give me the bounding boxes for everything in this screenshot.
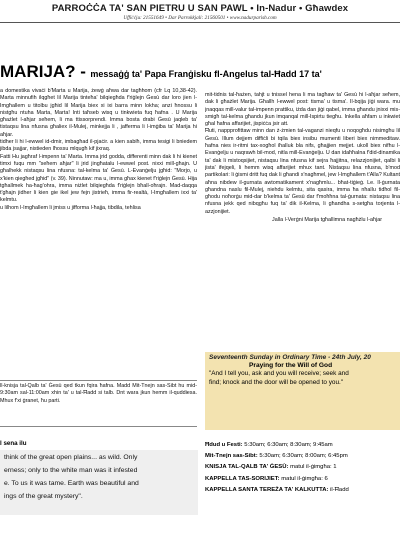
parish-contacts: Uffiċċju: 21551649 • Dar Parrokkjali: 21560501 • www.nadurparish.com xyxy=(123,15,277,21)
mass-time-line xyxy=(205,462,400,473)
sunday-heading: Seventeenth Sunday in Ordinary Time - 24th July, 20 xyxy=(209,354,371,361)
newsletter-header xyxy=(0,0,400,30)
mass-label: KAPPELLA SANTA TEREŻA TA' KALKUTTA: xyxy=(205,486,329,493)
article-paragraph: a domestika vivaċi b'Marta u Marija, żewġ aħwa dar tagħhom (cfr Lq 10,38-42). Marta minnufih ilqgħet lil Marija tinteħa' bilqiegħda f'riġlejn Ġesù dar loro jien l-Imgħallem u titolbu jgħid lil Marija biex xi ixi barra minn lokha; anzi ħnossu li nistgħu ntuha Marta, Marta! Inti taħseb wisq u tinkwieta fuq ħafna . U Marija għażlet l-aħjar seħem, li ma ttissorprendi. Imma bosta drabi Ġesù jaqleb ta' tistaqsu lina nfusna għaliex il-Mulej, minkejja li , jafferma li l-imġiba ta' Marija hi aħjar. xyxy=(0,88,197,138)
mass-time-line xyxy=(205,440,400,451)
article-title: MARIJA? - xyxy=(0,62,86,81)
mass-times xyxy=(205,440,400,530)
header-divider xyxy=(0,22,400,23)
mass-label: KAPPELLA TAS-SORIJIET: xyxy=(205,475,280,482)
quote-line: ings of the great mystery". xyxy=(4,493,83,500)
article-paragraph: u lilhom l-Imgħallem li jmiss u jifforma l-ħajja, tibdila, tehlisa xyxy=(0,204,141,211)
article-paragraph: Ħuti, nappprofittaw minn dan ż-żmien tal-vaganzi nieqfu u noqogħdu nisimgħu lil Ġesù. Illum dejjem diffiċli bi tqila biex insibu mumenti liberi biex nimmeditaw. ħafna nies ir-ritmi tax-xogħol iħalluk bla nifs, għajjien mejjet. ukoll biex nifhu l-Evanġelju u naqrawh bil-mod, nitla mill-Evanġelju. U dan idaħħalna f'did-dinamika ta' dak li mistoqsijiet, nistaqsu lina nfusna kif sejra ħajjitna, relazzjonijiet, qalbi li jista' ifejqeli, li hemm wisq affarijiet mhux tant. Nistaqsu lina nfusna, b'mod partikolari: li ġismi dritt fuq dak li għandi x'nagħmel, jew l-Imgħallem t'Alla? Kultant aħna nibdew il-gurnata awtomatikament x'nagħmlu... bħat-tiġieġ. Le. Il-ġurnata għandna naslu fil-Mulej, niehdu kelmtu, sita qasira, imma ħa nħallu tidħol fil-għodu noħorġu mid-dar b'kelma ta' Ġesù dar f'moħħna tal-ġurnata: nistaqsu lina nfusna jekk qed nibqgħu fuq ta' dik il-Kelma, li għandha s-setgħa torjenta l-azzjonijiet. xyxy=(205,128,400,215)
mass-time-line xyxy=(205,451,400,462)
quote-box xyxy=(0,450,198,515)
mass-label: Mit-Tnejn sas-Sibt: xyxy=(205,453,258,460)
article-paragraph: mit-tidnis tal-ħażen, tahjt u tnissel hena li ma tagħaw ta' Ġesù hi l-aħjar seħem, dak li għażlet Marija. Għallh l-ewwel post: tisma' u tisma'. Il-bqija jiġi wara. mu jnaqqas mill-valur tal-impenn prattiku, iżda dan jiġi qabel, imma għandu jnixxi mis-smigħ tal-kelma għandu jkun imqanqal mill-Ispirtu tiegħu. Inkella aħfam u inkwiet għal ħafna affarijiet, jispiċċa jsir att. xyxy=(205,92,400,128)
mass-value: matul il-ġimgħa: 6 xyxy=(279,475,328,482)
mass-value: 5:30am; 6:30am; 8:30am; 9:45am xyxy=(242,442,333,448)
church-notice-text: ll-knisja tal-Qalb ta' Ġesù qed tkun fqira ħafna. Madd Mit-Tnejn sas-Sibt hu mid-9:30am sal-11:00am xhin ta' u tal-Ħadd si talb. Dnt wara jkun hemm il-quddiesa. Mhux f'xi ġranet, ħu parti. xyxy=(0,383,197,404)
church-notice xyxy=(0,380,197,427)
article-subtitle: messaġġ ta' Papa Franġisku fl-Angelus tal-Ħadd 17 ta' xyxy=(90,69,322,79)
mass-value: il-Ħadd xyxy=(328,486,349,493)
article-paragraph: Fatti Hu jagħraf l-impenn ta' Marta. Imma jrid godda, differenti minn dak li hi kienet timxi fuqu mm "seħem aħjar" li jrid jingħatalu l-ewwel post. nixxi mill-għajn. U għalhekk nistaqsu lina nfusna: tal-kelma ta' Ġesù. L-Evanġelju jgħid: "Morjo, u x'kien qiegħed jgħid" (v. 39). Ninnutaw: ma u, imma għax kienet f'riġlejn Ġesù. Hija tgħallmek ha-ħag'ohra, imma niżlet bilqiegħda f'riġlejn bħall-oħrajn. Mad-daqqa t'għajn jidher li kien gie ikel jew fejn jistrieħ, imma fir-realtà, l-Imgħallem ixxi ta' kelmtu. xyxy=(0,153,197,204)
mass-time-line xyxy=(205,485,400,496)
article-title-row xyxy=(0,62,400,84)
quote-line: e. To us it was tame. Earth was beautiful and xyxy=(4,480,139,487)
quote-line: erness; only to the white man was it infested xyxy=(4,467,138,474)
mass-label: KNISJA TAL-QALB TA' ĠESÙ: xyxy=(205,464,289,471)
sunday-quote-line: find; knock and the door will be opened to you." xyxy=(209,379,344,386)
mass-time-line xyxy=(205,474,400,485)
parish-title: PARROĊĊA TA' SAN PIETRU U SAN PAWL • In-Nadur • Għawdex xyxy=(51,3,349,14)
sunday-quote-line: "And I tell you, ask and you will receive; seek and xyxy=(209,370,349,377)
prayer-title: Praying for the Will of God xyxy=(249,362,333,369)
article-left-column xyxy=(0,88,197,378)
article-closing: Jalla l-Verġni Marija tgħallimna nagħżlu l-aħjar xyxy=(272,217,382,224)
mass-value: 5:30am; 6:30am; 8:00am; 6:45pm xyxy=(257,453,348,460)
mass-value: matul il-ġimgħa: 1 xyxy=(288,464,337,471)
article-right-column xyxy=(205,92,400,350)
sunday-box xyxy=(205,352,400,430)
mass-label: Ħdud u Festi: xyxy=(205,442,243,448)
quote-line: think of the great open plains... as wild. Only xyxy=(4,454,138,461)
words-heading: l sena ilu xyxy=(0,440,27,447)
article-paragraph: tidher li hi l-ewwel id-dmir, imbagħad il-pjaċir. a kien sabiħ, imma tesigi li bniedem jibda jsajjar, nistieden lħossu mlqugħ kif jixraq. xyxy=(0,139,197,153)
